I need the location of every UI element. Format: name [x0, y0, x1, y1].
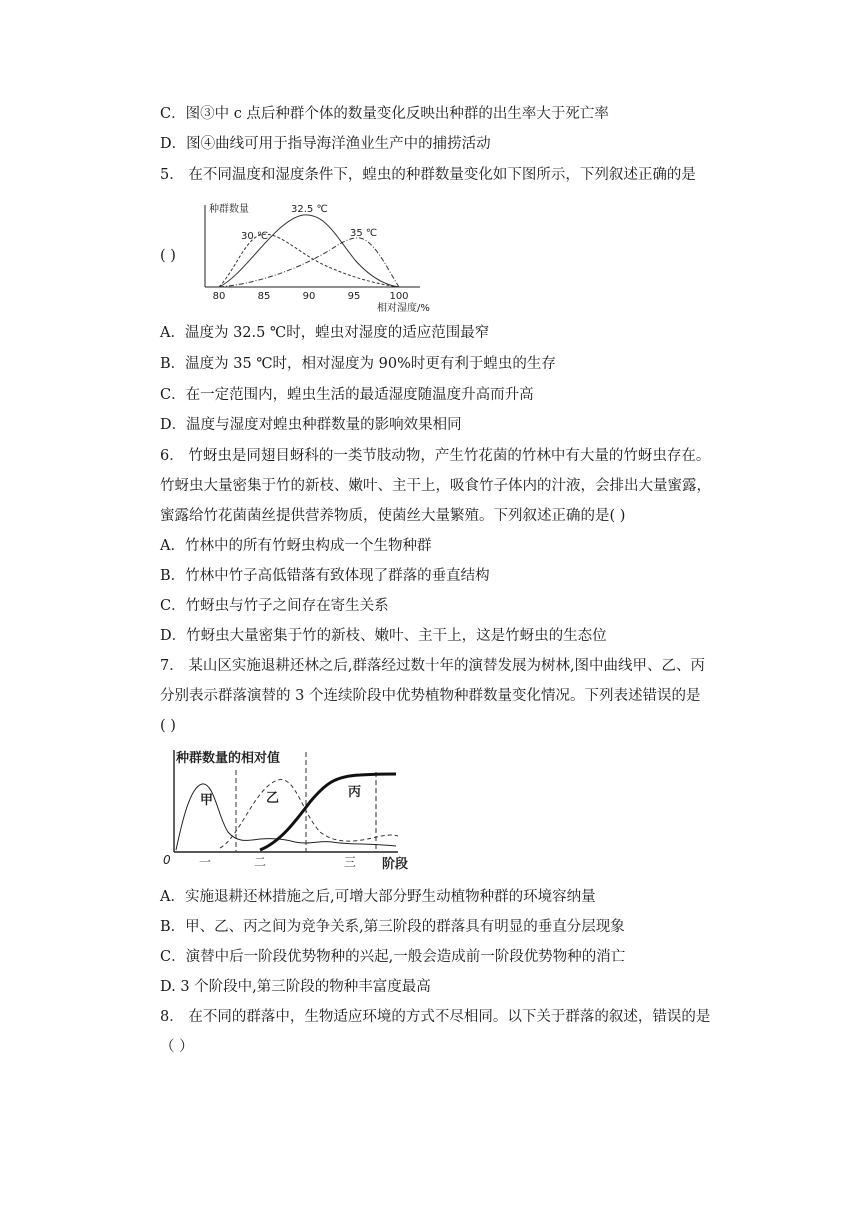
q5-option-a: A．温度为 32.5 ℃时，蝗虫对湿度的适应范围最窄	[160, 325, 490, 341]
q7-figure	[160, 742, 420, 877]
q8-answer-paren: （ ）	[160, 1039, 194, 1055]
q5-curve-30	[219, 234, 399, 287]
q7-label-yi: 乙	[266, 791, 280, 806]
q5-xtick: 85	[257, 291, 271, 302]
q7-origin: 0	[163, 853, 171, 867]
q7-stage-3: 三	[343, 855, 357, 869]
q7-option-d: D. 3 个阶段中,第三阶段的物种丰富度最高	[160, 979, 431, 995]
q7-xlabel: 阶段	[382, 857, 409, 872]
q5-option-c: C．在一定范围内，蝗虫生活的最适湿度随温度升高而升高	[160, 387, 534, 403]
q5-stem: 5． 在不同温度和湿度条件下，蝗虫的种群数量变化如下图所示，下列叙述正确的是	[160, 167, 696, 183]
q7-answer-paren: ( )	[160, 718, 176, 734]
q5-xtick: 100	[389, 291, 409, 302]
q5-xtick: 95	[347, 291, 361, 302]
q5-answer-paren: ( )	[160, 248, 176, 264]
q6-stem-line3: 蜜露给竹花菌菌丝提供营养物质，使菌丝大量繁殖。下列叙述正确的是( )	[160, 508, 626, 524]
q7-stem-line1: 7． 某山区实施退耕还林之后,群落经过数十年的演替发展为树林,图中曲线甲、乙、丙	[160, 658, 706, 674]
q7-option-b: B．甲、乙、丙之间为竞争关系,第三阶段的群落具有明显的垂直分层现象	[160, 919, 625, 935]
q4-option-d: D．图④曲线可用于指导海洋渔业生产中的捕捞活动	[160, 136, 491, 152]
q5-curve-32_5	[219, 215, 399, 287]
q6-option-a: A．竹林中的所有竹蚜虫构成一个生物种群	[160, 538, 432, 554]
q5-option-b: B．温度为 35 ℃时，相对湿度为 90%时更有利于蝗虫的生存	[160, 356, 556, 372]
q7-label-jia: 甲	[200, 793, 214, 808]
q4-option-c: C．图③中 c 点后种群个体的数量变化反映出种群的出生率大于死亡率	[160, 106, 609, 122]
q5-figure	[195, 195, 455, 320]
q7-curve-yi	[220, 780, 398, 848]
q5-label-32_5: 32.5 ℃	[291, 204, 328, 215]
q6-stem-line2: 竹蚜虫大量密集于竹的新枝、嫩叶、主干上，吸食竹子体内的汁液，会排出大量蜜露，	[160, 478, 711, 494]
q7-stage-2: 二	[253, 855, 267, 869]
q8-stem: 8． 在不同的群落中，生物适应环境的方式不尽相同。以下关于群落的叙述，错误的是	[160, 1009, 711, 1025]
q7-stem-line2: 分别表示群落演替的 3 个连续阶段中优势植物种群数量变化情况。下列表述错误的是	[160, 688, 701, 704]
q7-ylabel: 种群数量的相对值	[176, 751, 281, 766]
q6-option-b: B．竹林中竹子高低错落有致体现了群落的垂直结构	[160, 568, 490, 584]
q5-ylabel: 种群数量	[209, 204, 249, 215]
q5-label-30: 30 ℃	[241, 231, 269, 242]
q5-curve-35	[219, 238, 399, 287]
q7-option-a: A．实施退耕还林措施之后,可增大部分野生动植物种群的环境容纳量	[160, 889, 596, 905]
q7-label-bing: 丙	[348, 785, 362, 800]
q5-label-35: 35 ℃	[350, 228, 378, 239]
q7-stage-1: 一	[198, 855, 212, 869]
q5-xtick: 90	[302, 291, 316, 302]
q5-xlabel: 相对湿度/%	[377, 303, 430, 314]
q7-option-c: C．演替中后一阶段优势物种的兴起,一般会造成前一阶段优势物种的消亡	[160, 949, 626, 965]
q5-option-d: D．温度与湿度对蝗虫种群数量的影响效果相同	[160, 417, 462, 433]
q6-option-d: D．竹蚜虫大量密集于竹的新枝、嫩叶、主干上，这是竹蚜虫的生态位	[160, 628, 607, 644]
q6-option-c: C．竹蚜虫与竹子之间存在寄生关系	[160, 598, 389, 614]
q6-stem-line1: 6． 竹蚜虫是同翅目蚜科的一类节肢动物，产生竹花菌的竹林中有大量的竹蚜虫存在。	[160, 448, 711, 464]
q5-xtick: 80	[212, 291, 226, 302]
